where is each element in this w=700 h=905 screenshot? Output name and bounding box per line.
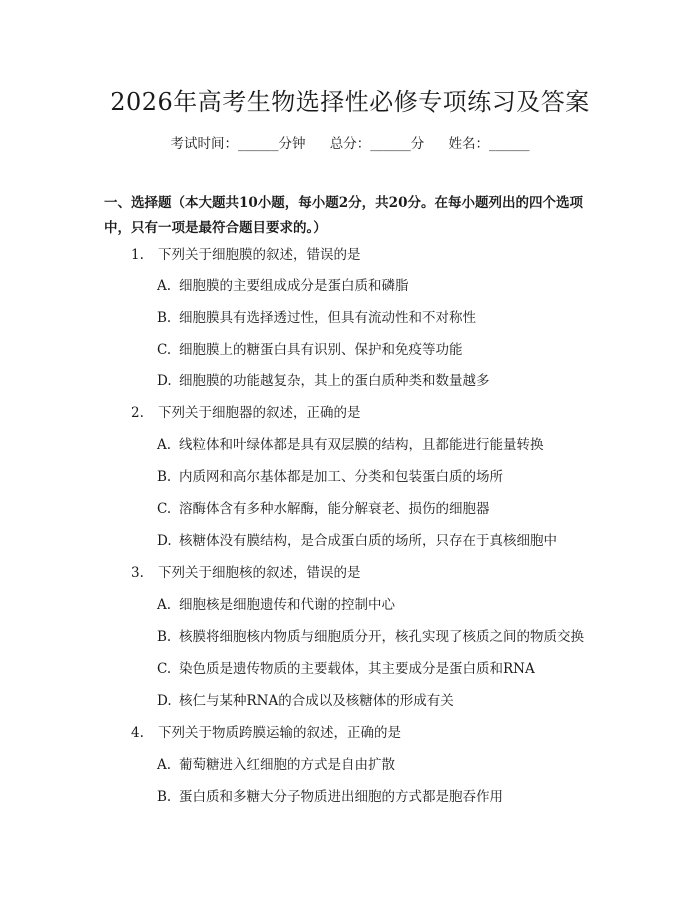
question-stem [131, 721, 401, 741]
question-stem [131, 401, 361, 421]
option-key: D. [157, 533, 172, 549]
option-key: A. [157, 437, 172, 453]
question-option [157, 529, 557, 549]
question-option [157, 753, 395, 773]
question-text: 下列关于物质跨膜运输的叙述，正确的是 [158, 725, 401, 741]
option-text: 核膜将细胞核内物质与细胞质分开，核孔实现了核质之间的物质交换 [179, 629, 584, 645]
option-text: 核仁与某种RNA的合成以及核糖体的形成有关 [179, 693, 454, 709]
question-option [157, 338, 463, 358]
student-name-field: 姓名：______ [448, 136, 530, 152]
option-text: 蛋白质和多糖大分子物质进出细胞的方式都是胞吞作用 [179, 789, 503, 805]
question-number: 2. [131, 405, 144, 421]
question-option [157, 369, 490, 389]
option-text: 细胞膜具有选择透过性，但具有流动性和不对称性 [179, 310, 476, 326]
exam-meta [0, 132, 700, 152]
option-key: D. [157, 693, 172, 709]
question-stem [131, 561, 361, 581]
question-option [157, 785, 503, 805]
question-option [157, 306, 476, 326]
question-option [157, 657, 535, 677]
total-score-field: 总分：______分 [329, 136, 425, 152]
question-option [157, 593, 395, 613]
option-key: A. [157, 278, 172, 294]
question-text: 下列关于细胞器的叙述，正确的是 [158, 405, 361, 421]
question-option [157, 274, 409, 294]
option-key: C. [157, 501, 172, 517]
option-text: 染色质是遗传物质的主要载体，其主要成分是蛋白质和RNA [179, 661, 535, 677]
question-option [157, 497, 490, 517]
option-text: 线粒体和叶绿体都是具有双层膜的结构，且都能进行能量转换 [179, 437, 544, 453]
question-text: 下列关于细胞核的叙述，错误的是 [158, 565, 361, 581]
question-text: 下列关于细胞膜的叙述，错误的是 [158, 247, 361, 263]
option-text: 内质网和高尔基体都是加工、分类和包装蛋白质的场所 [179, 469, 503, 485]
question-stem [131, 243, 361, 263]
option-text: 细胞膜的主要组成成分是蛋白质和磷脂 [179, 278, 409, 294]
exam-time-field: 考试时间：______分钟 [170, 136, 306, 152]
question-number: 3. [131, 565, 144, 581]
page-title: 2026年高考生物选择性必修专项练习及答案 [110, 88, 590, 116]
option-text: 细胞核是细胞遗传和代谢的控制中心 [179, 597, 395, 613]
section-heading: 一、选择题（本大题共10小题，每小题2分，共20分。在每小题列出的四个选项中，只有一项是最符合题目要求的。） [104, 195, 583, 236]
option-key: B. [157, 310, 172, 326]
question-option [157, 433, 544, 453]
question-number: 4. [131, 725, 144, 741]
question-option [157, 625, 584, 645]
question-number: 1. [131, 247, 144, 263]
option-text: 核糖体没有膜结构，是合成蛋白质的场所，只存在于真核细胞中 [179, 533, 557, 549]
option-text: 细胞膜上的糖蛋白具有识别、保护和免疫等功能 [179, 342, 463, 358]
option-key: B. [157, 469, 172, 485]
question-option [157, 689, 454, 709]
option-key: C. [157, 661, 172, 677]
option-text: 溶酶体含有多种水解酶，能分解衰老、损伤的细胞器 [179, 501, 490, 517]
option-text: 细胞膜的功能越复杂，其上的蛋白质种类和数量越多 [179, 373, 490, 389]
option-key: D. [157, 373, 172, 389]
option-key: B. [157, 629, 172, 645]
option-key: C. [157, 342, 172, 358]
option-key: A. [157, 757, 172, 773]
option-key: A. [157, 597, 172, 613]
option-text: 葡萄糖进入红细胞的方式是自由扩散 [179, 757, 395, 773]
option-key: B. [157, 789, 172, 805]
question-option [157, 465, 503, 485]
